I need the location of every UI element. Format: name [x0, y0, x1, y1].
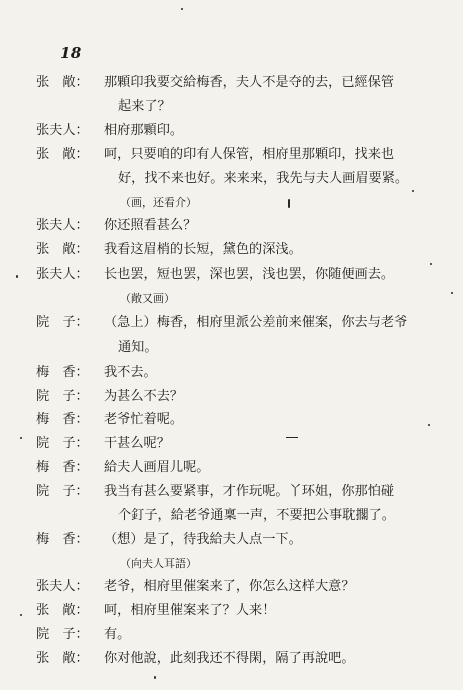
- speech-text: 相府那顆印。: [104, 123, 184, 138]
- speech-continuation: 起来了？: [118, 99, 171, 114]
- speaker-name: 张 敞：: [36, 603, 89, 618]
- scan-speck: [16, 275, 18, 278]
- speaker-name: 院 子：: [36, 627, 89, 642]
- speech-text: 那顆印我要交給梅香，夫人不是夺的去，已經保管: [104, 75, 395, 90]
- speech-text: 給夫人画眉儿呢。: [104, 460, 210, 475]
- speaker-name: 院 子：: [36, 436, 89, 451]
- speech-text: 我当有甚么要紧事，才作玩呢。丫环姐，你那怕碰: [104, 484, 395, 499]
- speaker-name: 张 敞：: [36, 651, 89, 666]
- speaker-name: 梅 香：: [36, 532, 89, 547]
- speaker-name: 张夫人：: [36, 218, 89, 233]
- speech-continuation: 好，找不来也好。来来来，我先与夫人画眉要紧。: [118, 171, 409, 186]
- page-number: 18: [60, 44, 82, 62]
- speech-text: 为甚么不去？: [104, 389, 184, 404]
- scan-speck: [154, 676, 156, 679]
- speech-text: 呵，只要咱的印有人保管，相府里那顆印，找来也: [104, 147, 395, 162]
- stage-direction: （敞又画）: [120, 292, 175, 305]
- speech-continuation: 通知。: [118, 340, 158, 355]
- speech-text: 呵，相府里催案来了？人来！: [104, 603, 276, 618]
- speaker-name: 张 敞：: [36, 242, 89, 257]
- speech-text: 老爷忙着呢。: [104, 412, 184, 427]
- stage-direction: （画，还看介）: [120, 196, 197, 209]
- speech-text: （急上）梅香，相府里派公差前来催案，你去与老爷: [104, 315, 408, 330]
- speaker-name: 张夫人：: [36, 579, 89, 594]
- speaker-name: 院 子：: [36, 315, 89, 330]
- scan-speck: [20, 614, 22, 616]
- speaker-name: 梅 香：: [36, 460, 89, 475]
- speech-continuation: 个釘子，給老爷通稟一声，不要把公事耽擱了。: [118, 508, 395, 523]
- speaker-name: 梅 香：: [36, 412, 89, 427]
- scan-speck: [288, 199, 290, 208]
- scan-speck: [20, 437, 22, 439]
- scan-speck: [430, 263, 432, 265]
- speaker-name: 张夫人：: [36, 123, 89, 138]
- scan-speck: [181, 8, 183, 10]
- speech-text: 老爷，相府里催案来了，你怎么这样大意？: [104, 579, 355, 594]
- speech-text: 干甚么呢？: [104, 436, 170, 451]
- speech-text: 你还照看甚么？: [104, 218, 197, 233]
- speaker-name: 张 敞：: [36, 75, 89, 90]
- speech-text: 有。: [104, 627, 131, 642]
- speech-text: 长也罢，短也罢，深也罢，浅也罢，你随便画去。: [104, 267, 395, 282]
- speaker-name: 梅 香：: [36, 365, 89, 380]
- speech-text: （想）是了，待我給夫人点一下。: [104, 532, 302, 547]
- scan-speck: [451, 292, 453, 294]
- speech-text: 你对他說，此刻我还不得閑，隔了再說吧。: [104, 651, 355, 666]
- scan-speck: [428, 424, 430, 426]
- speaker-name: 院 子：: [36, 484, 89, 499]
- speaker-name: 院 子：: [36, 389, 89, 404]
- speech-text: 我不去。: [104, 365, 157, 380]
- stage-direction: （向夫人耳語）: [120, 557, 197, 570]
- speaker-name: 张 敞：: [36, 147, 89, 162]
- scan-speck: [412, 190, 414, 192]
- speech-text: 我看这眉梢的长短，黛色的深浅。: [104, 242, 302, 257]
- speaker-name: 张夫人：: [36, 267, 89, 282]
- scan-speck: [286, 437, 298, 438]
